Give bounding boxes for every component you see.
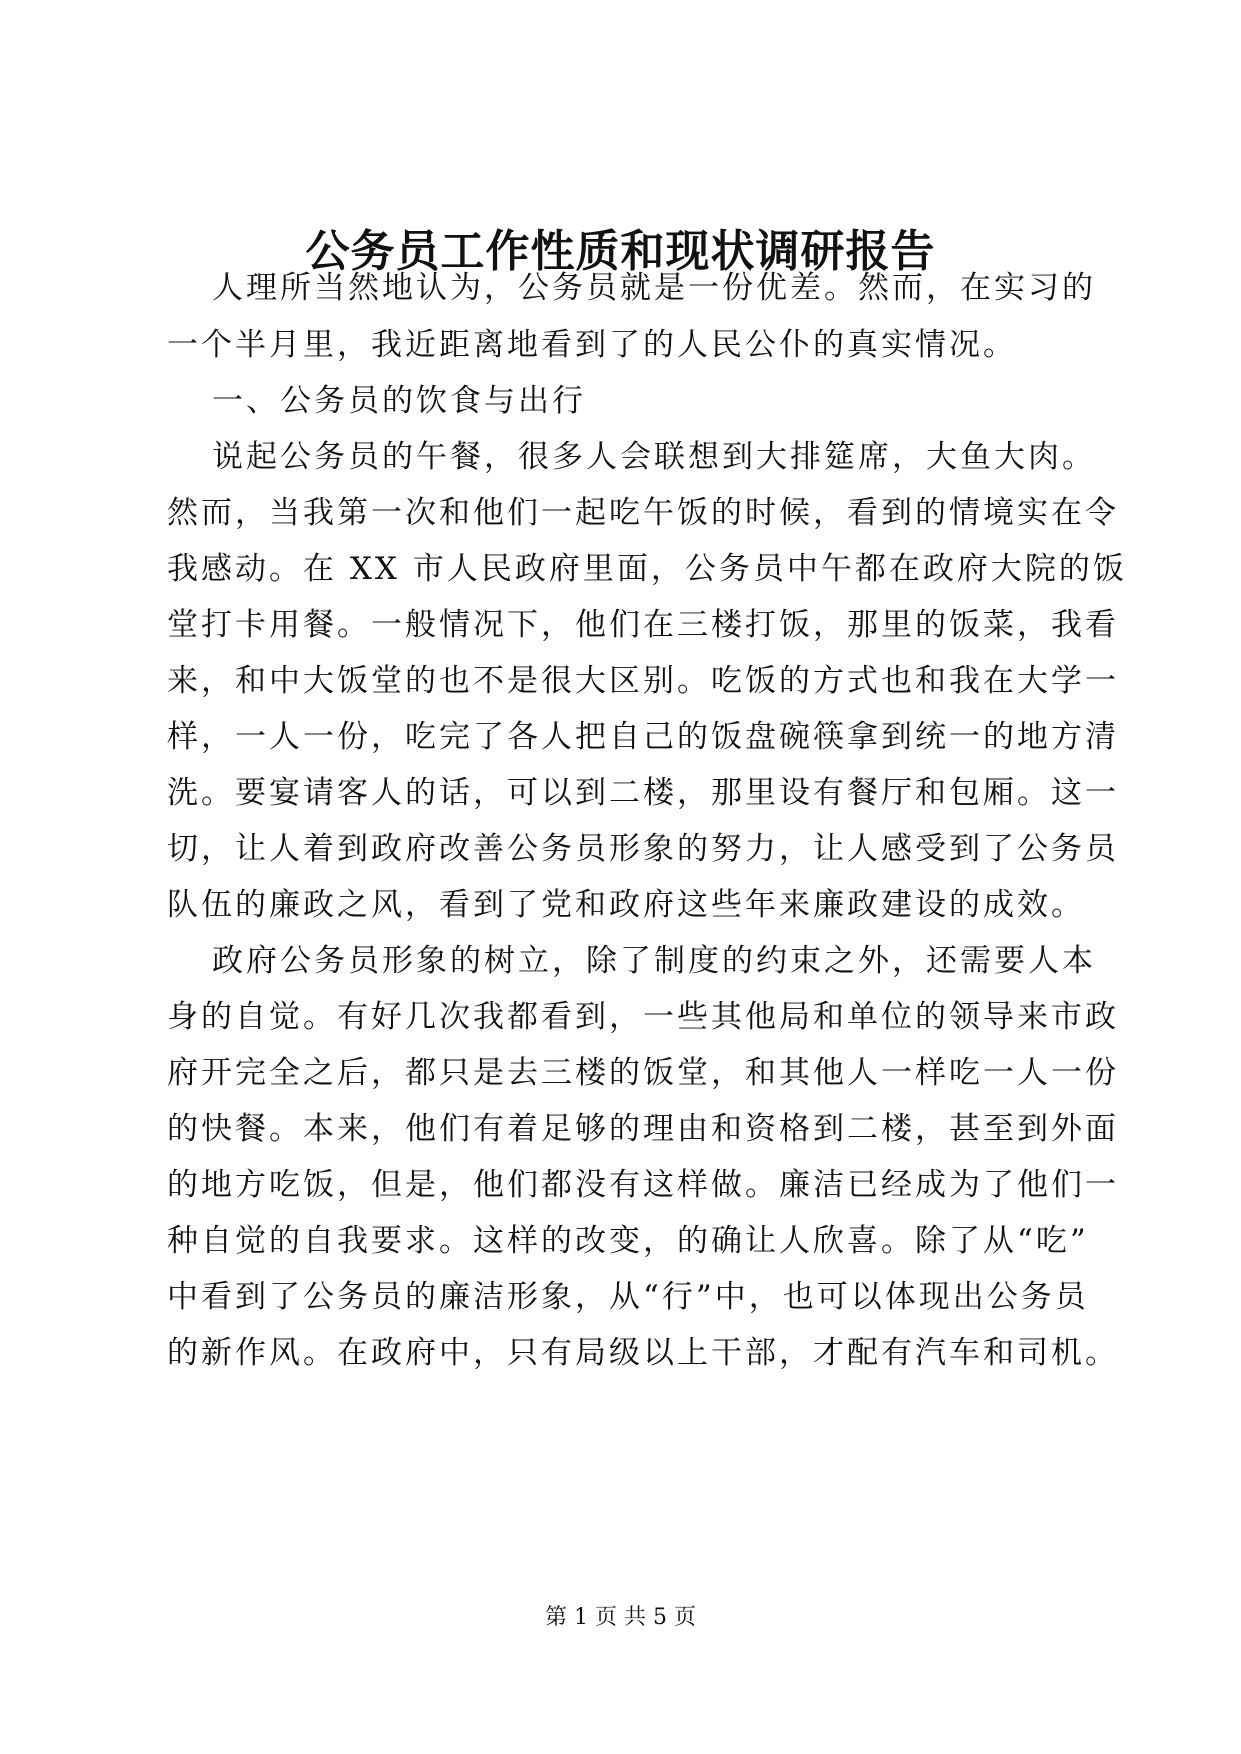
document-title: 公务员工作性质和现状调研报告 [305, 226, 936, 277]
text-line: 说起公务员的午餐，很多人会联想到大排筵席，大鱼大肉。 [212, 439, 1096, 475]
text-line: 的快餐。本来，他们有着足够的理由和资格到二楼，甚至到外面 [167, 1111, 1119, 1147]
text-line: 政府公务员形象的树立，除了制度的约束之外，还需要人本 [212, 943, 1096, 979]
text-line: 身的自觉。有好几次我都看到，一些其他局和单位的领导来市政 [167, 999, 1119, 1035]
page-number-footer: 第 1 页 共 5 页 [545, 1605, 696, 1630]
text-line: 切，让人着到政府改善公务员形象的努力，让人感受到了公务员 [167, 831, 1119, 867]
text-line: 堂打卡用餐。一般情况下，他们在三楼打饭，那里的饭菜，我看 [167, 607, 1119, 643]
text-line: 然而，当我第一次和他们一起吃午饭的时候，看到的情境实在令 [167, 495, 1119, 531]
text-line: 的地方吃饭，但是，他们都没有这样做。廉洁已经成为了他们一 [167, 1167, 1119, 1203]
text-line: 种自觉的自我要求。这样的改变，的确让人欣喜。除了从“吃” [167, 1223, 1089, 1259]
text-line: 样，一人一份，吃完了各人把自己的饭盘碗筷拿到统一的地方清 [167, 719, 1119, 755]
text-line: 我感动。在 XX 市人民政府里面，公务员中午都在政府大院的饭 [167, 551, 1127, 587]
text-line: 中看到了公务员的廉洁形象，从“行”中，也可以体现出公务员 [167, 1279, 1089, 1315]
text-line: 府开完全之后，都只是去三楼的饭堂，和其他人一样吃一人一份 [167, 1055, 1119, 1091]
text-line: 的新作风。在政府中，只有局级以上干部，才配有汽车和司机。 [167, 1335, 1119, 1371]
section-heading: 一、公务员的饮食与出行 [212, 383, 586, 419]
text-line: 队伍的廉政之风，看到了党和政府这些年来廉政建设的成效。 [167, 887, 1085, 923]
text-line: 人理所当然地认为，公务员就是一份优差。然而，在实习的 [212, 270, 1096, 306]
text-line: 一个半月里，我近距离地看到了的人民公仆的真实情况。 [167, 327, 1017, 363]
text-line: 来，和中大饭堂的也不是很大区别。吃饭的方式也和我在大学一 [167, 663, 1119, 699]
text-line: 洗。要宴请客人的话，可以到二楼，那里设有餐厅和包厢。这一 [167, 775, 1119, 811]
